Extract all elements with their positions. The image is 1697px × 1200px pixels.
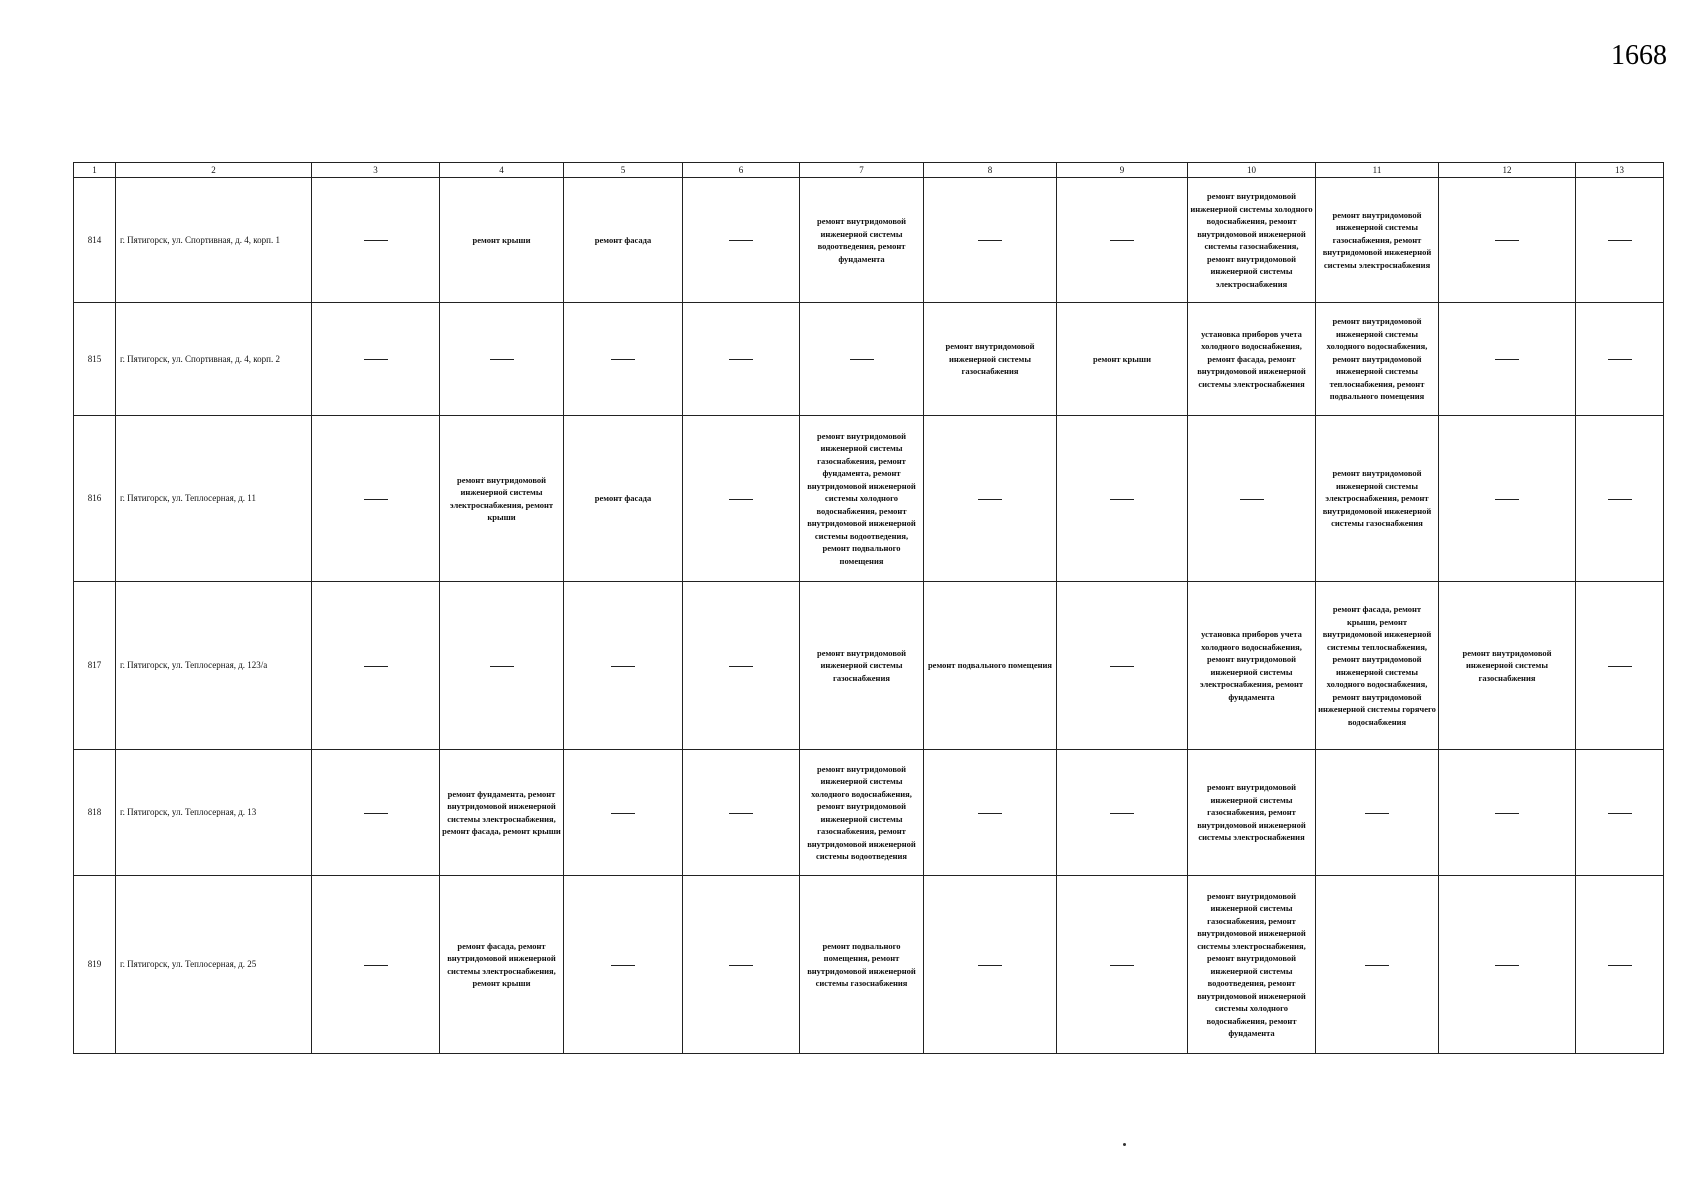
table-row — [74, 303, 1664, 416]
dash-mark — [1608, 240, 1632, 241]
dash-mark — [1608, 499, 1632, 500]
empty-cell — [1057, 178, 1188, 303]
empty-cell — [564, 303, 683, 416]
empty-cell — [440, 582, 564, 750]
dash-mark — [978, 240, 1002, 241]
empty-cell — [1439, 750, 1576, 876]
empty-cell — [1576, 178, 1664, 303]
empty-cell — [1057, 876, 1188, 1054]
dash-mark — [611, 965, 635, 966]
work-cell: ремонт фасада, ремонт внутридомовой инженерной системы электроснабжения, ремонт крыши — [440, 876, 564, 1054]
work-cell: ремонт внутридомовой инженерной системы газоснабжения — [800, 582, 924, 750]
dash-mark — [364, 813, 388, 814]
dash-mark — [1110, 813, 1134, 814]
dash-mark — [729, 499, 753, 500]
column-number-row — [74, 163, 1664, 178]
dash-mark — [1608, 965, 1632, 966]
work-cell: ремонт подвального помещения — [924, 582, 1057, 750]
dash-mark — [978, 499, 1002, 500]
empty-cell — [683, 416, 800, 582]
work-cell: ремонт внутридомовой инженерной системы электроснабжения, ремонт крыши — [440, 416, 564, 582]
work-cell: ремонт внутридомовой инженерной системы газоснабжения — [1439, 582, 1576, 750]
empty-cell — [312, 582, 440, 750]
dash-mark — [729, 666, 753, 667]
empty-cell — [564, 876, 683, 1054]
work-cell: ремонт подвального помещения, ремонт внутридомовой инженерной системы газоснабжения — [800, 876, 924, 1054]
address-cell: г. Пятигорск, ул. Теплосерная, д. 13 — [116, 750, 312, 876]
column-number: 6 — [683, 163, 800, 178]
address-cell: г. Пятигорск, ул. Теплосерная, д. 25 — [116, 876, 312, 1054]
dash-mark — [1110, 240, 1134, 241]
empty-cell — [1057, 582, 1188, 750]
work-cell: ремонт внутридомовой инженерной системы газоснабжения — [924, 303, 1057, 416]
empty-cell — [924, 416, 1057, 582]
dash-mark — [1365, 965, 1389, 966]
empty-cell — [564, 582, 683, 750]
empty-cell — [440, 303, 564, 416]
empty-cell — [1316, 876, 1439, 1054]
column-number: 13 — [1576, 163, 1664, 178]
address-cell: г. Пятигорск, ул. Теплосерная, д. 123/а — [116, 582, 312, 750]
dash-mark — [1110, 965, 1134, 966]
empty-cell — [683, 582, 800, 750]
dash-mark — [364, 666, 388, 667]
dash-mark — [1495, 359, 1519, 360]
row-number: 814 — [74, 178, 116, 303]
empty-cell — [1576, 876, 1664, 1054]
column-number: 5 — [564, 163, 683, 178]
empty-cell — [1439, 416, 1576, 582]
work-cell: ремонт крыши — [440, 178, 564, 303]
dash-mark — [729, 359, 753, 360]
work-cell: ремонт внутридомовой инженерной системы холодного водоснабжения, ремонт внутридомовой инженерной системы газоснабжения, ремонт внутридомовой инженерной системы электроснабжения — [1188, 178, 1316, 303]
dash-mark — [1495, 499, 1519, 500]
row-number: 819 — [74, 876, 116, 1054]
empty-cell — [1439, 876, 1576, 1054]
table-row — [74, 416, 1664, 582]
empty-cell — [1576, 582, 1664, 750]
empty-cell — [1057, 750, 1188, 876]
work-cell: ремонт фасада — [564, 416, 683, 582]
empty-cell — [1576, 303, 1664, 416]
empty-cell — [924, 750, 1057, 876]
dash-mark — [978, 813, 1002, 814]
work-cell: ремонт фасада, ремонт крыши, ремонт внутридомовой инженерной системы теплоснабжения, ремонт внутридомовой инженерной системы холодного водоснабжения, ремонт внутридомовой инженерной системы горячего водоснабжения — [1316, 582, 1439, 750]
empty-cell — [1057, 416, 1188, 582]
dash-mark — [1608, 666, 1632, 667]
empty-cell — [312, 303, 440, 416]
column-number: 1 — [74, 163, 116, 178]
empty-cell — [564, 750, 683, 876]
dash-mark — [729, 240, 753, 241]
empty-cell — [1576, 750, 1664, 876]
empty-cell — [1576, 416, 1664, 582]
empty-cell — [1316, 750, 1439, 876]
table-row — [74, 178, 1664, 303]
empty-cell — [924, 178, 1057, 303]
empty-cell — [683, 303, 800, 416]
dash-mark — [490, 666, 514, 667]
table-row — [74, 582, 1664, 750]
dash-mark — [364, 359, 388, 360]
capital-repair-table-container — [73, 162, 1663, 1054]
dash-mark — [364, 965, 388, 966]
column-number: 7 — [800, 163, 924, 178]
column-number: 2 — [116, 163, 312, 178]
work-cell: ремонт внутридомовой инженерной системы газоснабжения, ремонт внутридомовой инженерной системы электроснабжения, ремонт внутридомовой инженерной системы водоотведения, ремонт внутридомовой инженерной системы холодного водоснабжения, ремонт фундамента — [1188, 876, 1316, 1054]
dash-mark — [729, 965, 753, 966]
dash-mark — [850, 359, 874, 360]
dash-mark — [611, 666, 635, 667]
empty-cell — [683, 750, 800, 876]
page-number: 1668 — [1611, 40, 1667, 71]
work-cell: ремонт внутридомовой инженерной системы холодного водоснабжения, ремонт внутридомовой инженерной системы теплоснабжения, ремонт подвального помещения — [1316, 303, 1439, 416]
work-cell: ремонт внутридомовой инженерной системы водоотведения, ремонт фундамента — [800, 178, 924, 303]
work-cell: ремонт фундамента, ремонт внутридомовой инженерной системы электроснабжения, ремонт фасада, ремонт крыши — [440, 750, 564, 876]
dash-mark — [1495, 240, 1519, 241]
empty-cell — [924, 876, 1057, 1054]
work-cell: ремонт фасада — [564, 178, 683, 303]
work-cell: ремонт внутридомовой инженерной системы газоснабжения, ремонт внутридомовой инженерной системы электроснабжения — [1316, 178, 1439, 303]
row-number: 816 — [74, 416, 116, 582]
dash-mark — [611, 813, 635, 814]
column-number: 9 — [1057, 163, 1188, 178]
table-row — [74, 876, 1664, 1054]
empty-cell — [312, 750, 440, 876]
empty-cell — [312, 178, 440, 303]
dash-mark — [1608, 813, 1632, 814]
column-number: 3 — [312, 163, 440, 178]
column-number: 12 — [1439, 163, 1576, 178]
work-cell: ремонт внутридомовой инженерной системы газоснабжения, ремонт фундамента, ремонт внутридомовой инженерной системы холодного водоснабжения, ремонт внутридомовой инженерной системы водоотведения, ремонт подвального помещения — [800, 416, 924, 582]
work-cell: установка приборов учета холодного водоснабжения, ремонт фасада, ремонт внутридомовой инженерной системы электроснабжения — [1188, 303, 1316, 416]
dash-mark — [1240, 499, 1264, 500]
empty-cell — [312, 876, 440, 1054]
work-cell: установка приборов учета холодного водоснабжения, ремонт внутридомовой инженерной системы электроснабжения, ремонт фундамента — [1188, 582, 1316, 750]
row-number: 817 — [74, 582, 116, 750]
address-cell: г. Пятигорск, ул. Теплосерная, д. 11 — [116, 416, 312, 582]
column-number: 4 — [440, 163, 564, 178]
empty-cell — [683, 178, 800, 303]
empty-cell — [1439, 178, 1576, 303]
table-row — [74, 750, 1664, 876]
dash-mark — [490, 359, 514, 360]
dash-mark — [729, 813, 753, 814]
column-number: 8 — [924, 163, 1057, 178]
empty-cell — [683, 876, 800, 1054]
address-cell: г. Пятигорск, ул. Спортивная, д. 4, корп. 2 — [116, 303, 312, 416]
dash-mark — [1110, 499, 1134, 500]
column-number: 10 — [1188, 163, 1316, 178]
dash-mark — [1110, 666, 1134, 667]
work-cell: ремонт внутридомовой инженерной системы электроснабжения, ремонт внутридомовой инженерной системы газоснабжения — [1316, 416, 1439, 582]
column-number: 11 — [1316, 163, 1439, 178]
dash-mark — [364, 499, 388, 500]
dash-mark — [1365, 813, 1389, 814]
dash-mark — [978, 965, 1002, 966]
row-number: 815 — [74, 303, 116, 416]
dash-mark — [1608, 359, 1632, 360]
empty-cell — [1439, 303, 1576, 416]
work-cell: ремонт внутридомовой инженерной системы холодного водоснабжения, ремонт внутридомовой инженерной системы газоснабжения, ремонт внутридомовой инженерной системы водоотведения — [800, 750, 924, 876]
dash-mark — [364, 240, 388, 241]
address-cell: г. Пятигорск, ул. Спортивная, д. 4, корп. 1 — [116, 178, 312, 303]
empty-cell — [800, 303, 924, 416]
empty-cell — [312, 416, 440, 582]
dash-mark — [1495, 965, 1519, 966]
capital-repair-table — [73, 162, 1664, 1054]
scan-speck — [1123, 1143, 1126, 1146]
work-cell: ремонт внутридомовой инженерной системы газоснабжения, ремонт внутридомовой инженерной системы электроснабжения — [1188, 750, 1316, 876]
empty-cell — [1188, 416, 1316, 582]
work-cell: ремонт крыши — [1057, 303, 1188, 416]
row-number: 818 — [74, 750, 116, 876]
dash-mark — [611, 359, 635, 360]
table-body — [74, 163, 1664, 1054]
dash-mark — [1495, 813, 1519, 814]
